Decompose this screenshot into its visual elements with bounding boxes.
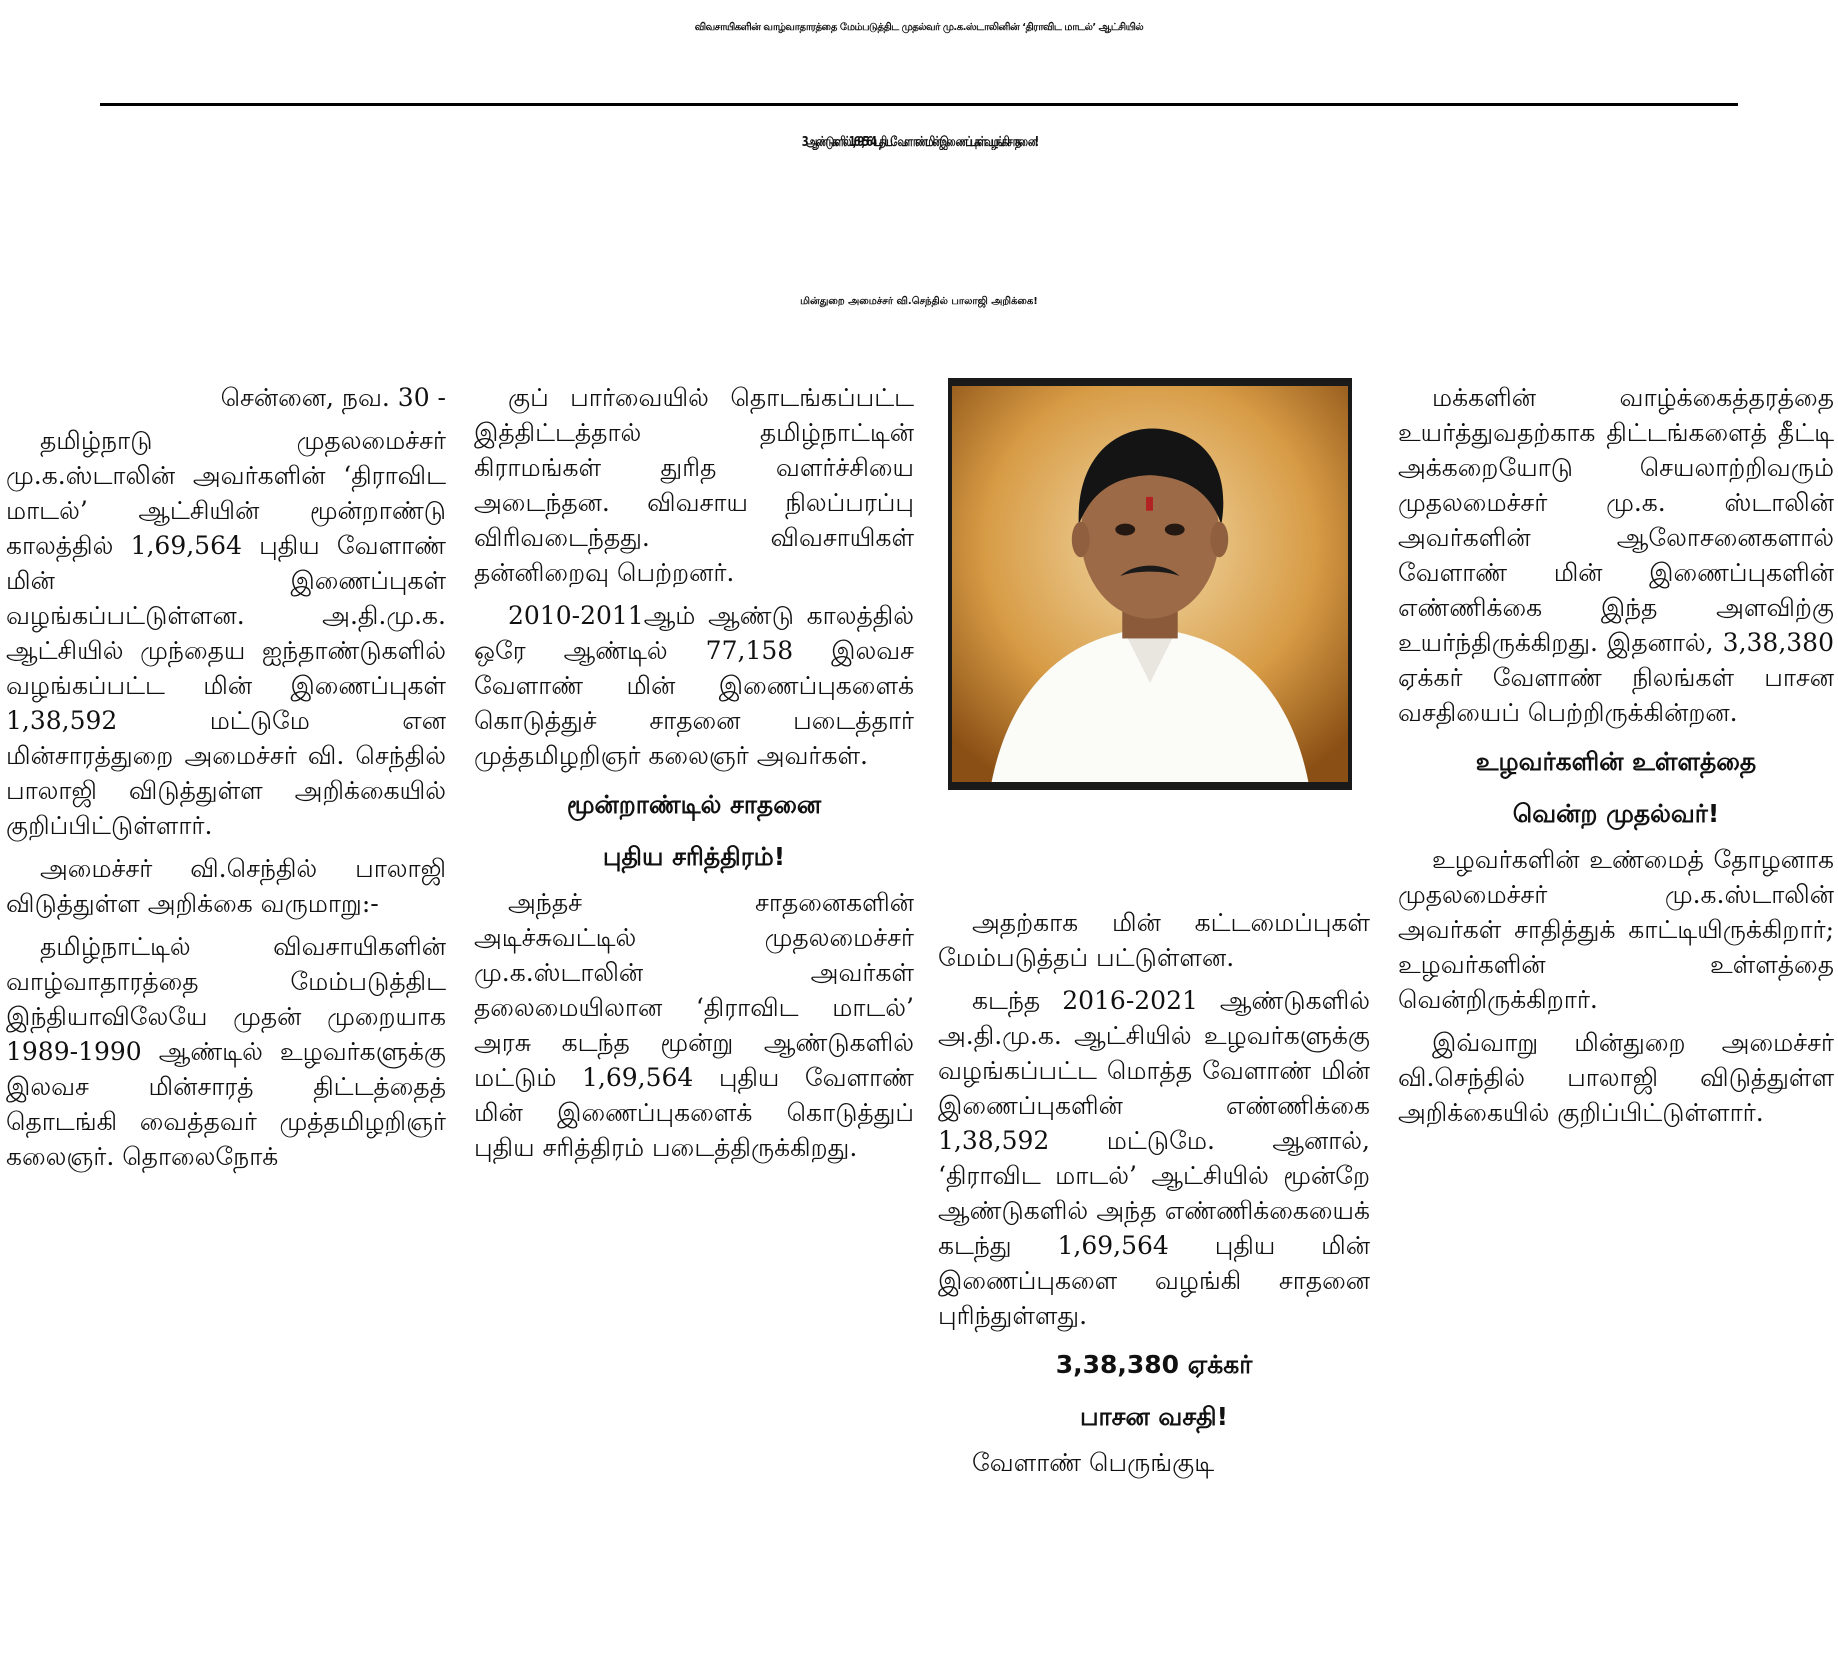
portrait-photo-icon bbox=[952, 382, 1348, 786]
paragraph: தமிழ்நாட்டில் விவசாயிகளின் வாழ்வாதாரத்தை மேம்படுத்திட இந்தியாவிலேயே முதன் முறையாக 1989-1990 ஆண்டில் உழவர்களுக்கு இலவச மின்சாரத் திட்டத்தைத் தொடங்கி வைத்தவர் முத்தமிழறிஞர் கலைஞர். தொலைநோக் bbox=[6, 932, 446, 1171]
paragraph: மக்களின் வாழ்க்கைத்தரத்தை உயர்த்துவதற்காக திட்டங்களைத் தீட்டி அக்கறையோடு செயலாற்றிவரும் முதலமைச்சர் மு.க. ஸ்டாலின் அவர்களின் ஆலோசனைகளால் வேளாண் மின் இணைப்புகளின் எண்ணிக்கை இந்த அளவிற்கு உயர்ந்திருக்கிறது. இதனால், 3,38,380 ஏக்கர் வேளாண் நிலங்கள் பாசன வசதியைப் பெற்றிருக்கின்றன. bbox=[1398, 383, 1834, 727]
paragraph: குப் பார்வையில் தொடங்கப்பட்ட இத்திட்டத்தால் தமிழ்நாட்டின் கிராமங்கள் துரித வளர்ச்சியை அடைந்தன. விவசாய நிலப்பரப்பு விரிவடைந்தது. விவசாயிகள் தன்னிறைவு பெற்றனர். bbox=[474, 383, 914, 587]
minister-photo bbox=[948, 378, 1352, 790]
paragraph: இவ்வாறு மின்துறை அமைச்சர் வி.செந்தில் பாலாஜி விடுத்துள்ள அறிக்கையில் குறிப்பிட்டுள்ளார். bbox=[1398, 1028, 1834, 1127]
subheadline: மின்துறை அமைச்சர் வி.செந்தில் பாலாஜி அறிக்கை! bbox=[800, 296, 1038, 307]
article-column-4 bbox=[1398, 380, 1834, 1660]
section-heading: புதிய சரித்திரம்! bbox=[602, 842, 786, 871]
header-rule bbox=[100, 103, 1738, 106]
article-column-1 bbox=[6, 380, 446, 1660]
paragraph: கடந்த 2016-2021 ஆண்டுகளில் அ.தி.மு.க. ஆட்சியில் உழவர்களுக்கு வழங்கப்பட்ட மொத்த வேளாண் மின் இணைப்புகளின் எண்ணிக்கை 1,38,592 மட்டுமே. ஆனால், ‘திராவிட மாடல்’ ஆட்சியில் மூன்றே ஆண்டுகளில் அந்த எண்ணிக்கையைக் கடந்து 1,69,564 புதிய மின் இணைப்புகளை வழங்கி சாதனை புரிந்துள்ளது. bbox=[938, 986, 1370, 1330]
paragraph: அமைச்சர் வி.செந்தில் பாலாஜி விடுத்துள்ள அறிக்கை வருமாறு:- bbox=[6, 854, 446, 918]
paragraph: 2010-2011ஆம் ஆண்டு காலத்தில் ஒரே ஆண்டில் 77,158 இலவச வேளாண் மின் இணைப்புகளைக் கொடுத்துச் சாதனை படைத்தார் முத்தமிழறிஞர் கலைஞர் அவர்கள். bbox=[474, 601, 914, 770]
article-column-3 bbox=[938, 905, 1370, 1660]
section-heading: 3,38,380 ஏக்கர் bbox=[1055, 1350, 1253, 1379]
paragraph: வேளாண் பெருங்குடி bbox=[972, 1448, 1215, 1477]
paragraph: அதற்காக மின் கட்டமைப்புகள் மேம்படுத்தப் பட்டுள்ளன. bbox=[938, 908, 1370, 972]
section-heading: மூன்றாண்டில் சாதனை bbox=[566, 790, 822, 819]
headline: 3 ஆண்டுகளில் 1,69,564 புதிய வேளாண் மின் இணைப்புகள் வழங்கி சாதனை! bbox=[801, 135, 1037, 150]
kicker-line: விவசாயிகளின் வாழ்வாதாரத்தை மேம்படுத்திட முதல்வர் மு.க.ஸ்டாலினின் ‘திராவிட மாடல்’ ஆட்சியில் bbox=[694, 22, 1144, 33]
dateline: சென்னை, நவ. 30 - bbox=[220, 383, 446, 412]
section-heading: உழவர்களின் உள்ளத்தை bbox=[1475, 747, 1757, 776]
article-column-2 bbox=[474, 380, 914, 1660]
section-heading: வென்ற முதல்வர்! bbox=[1512, 799, 1720, 828]
section-heading: பாசன வசதி! bbox=[1079, 1402, 1229, 1431]
paragraph: அந்தச் சாதனைகளின் அடிச்சுவட்டில் முதலமைச்சர் மு.க.ஸ்டாலின் அவர்கள் தலைமையிலான ‘திராவிட மாடல்’ அரசு கடந்த மூன்று ஆண்டுகளில் மட்டும் 1,69,564 புதிய வேளாண் மின் இணைப்புகளைக் கொடுத்துப் புதிய சரித்திரம் படைத்திருக்கிறது. bbox=[474, 888, 914, 1162]
paragraph: தமிழ்நாடு முதலமைச்சர் மு.க.ஸ்டாலின் அவர்களின் ‘திராவிட மாடல்’ ஆட்சியின் மூன்றாண்டு காலத்தில் 1,69,564 புதிய வேளாண் மின் இணைப்புகள் வழங்கப்பட்டுள்ளன. அ.தி.மு.க. ஆட்சியில் முந்தைய ஐந்தாண்டுகளில் வழங்கப்பட்ட மின் இணைப்புகள் 1,38,592 மட்டுமே என மின்சாரத்துறை அமைச்சர் வி. செந்தில் பாலாஜி விடுத்துள்ள அறிக்கையில் குறிப்பிட்டுள்ளார். bbox=[6, 426, 446, 840]
paragraph: உழவர்களின் உண்மைத் தோழனாக முதலமைச்சர் மு.க.ஸ்டாலின் அவர்கள் சாதித்துக் காட்டியிருக்கிறார்; உழவர்களின் உள்ளத்தை வென்றிருக்கிறார். bbox=[1398, 845, 1834, 1014]
